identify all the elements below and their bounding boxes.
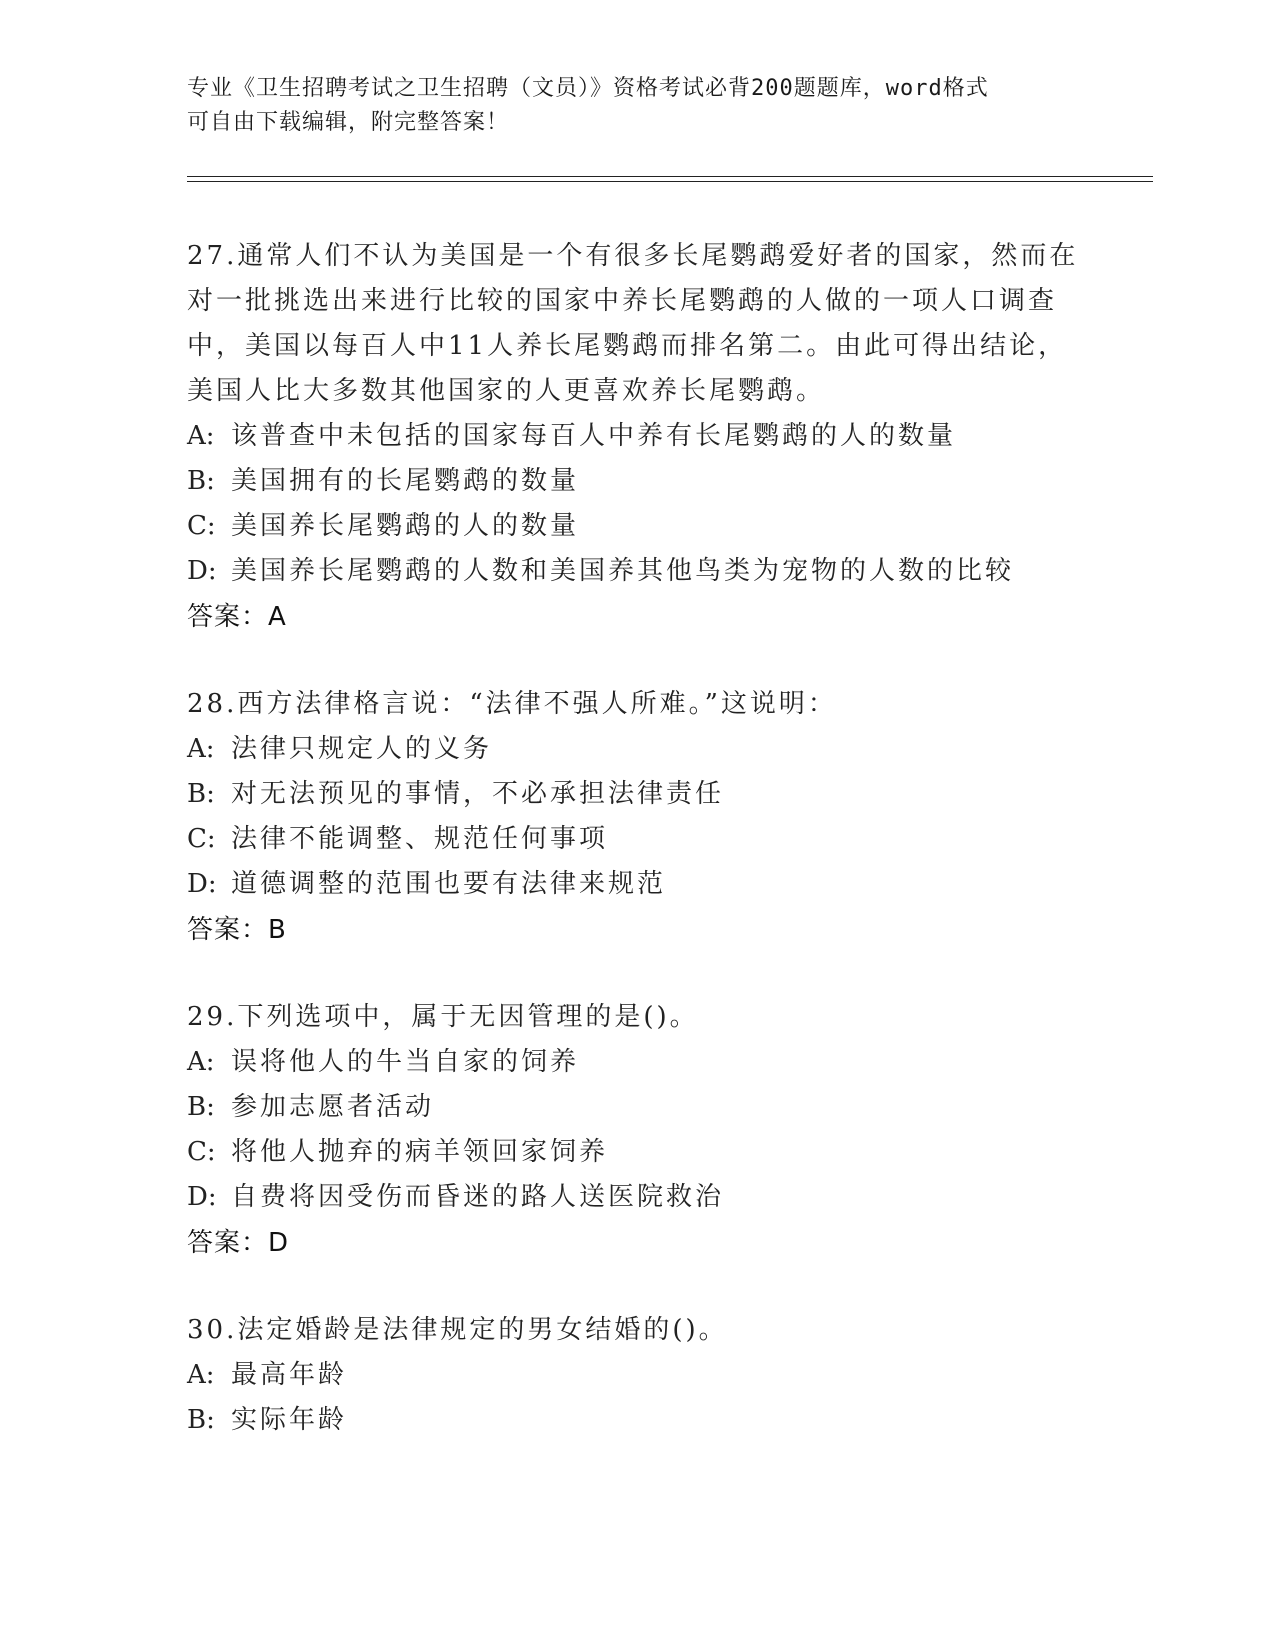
question-stem: 30.法定婚龄是法律规定的男女结婚的()。 [187,1315,728,1345]
header-line-1: 专业《卫生招聘考试之卫生招聘（文员）》资格考试必背200题题库，word格式 [187,76,989,101]
option-key: C: [187,1137,216,1167]
option-text: 对无法预见的事情，不必承担法律责任 [231,779,725,809]
question-28 [187,682,1087,953]
option-d [187,862,1087,907]
option-text: 美国养长尾鹦鹉的人的数量 [231,511,580,541]
option-key: B: [187,466,215,496]
option-b [187,1085,1087,1130]
option-key: D: [187,1182,217,1212]
question-27 [187,234,1087,640]
option-key: A: [187,1360,215,1390]
option-a [187,727,1087,772]
option-text: 自费将因受伤而昏迷的路人送医院救治 [231,1182,725,1212]
option-b [187,459,1087,504]
option-key: B: [187,1405,215,1435]
option-text: 误将他人的牛当自家的饲养 [231,1047,580,1077]
option-key: D: [187,556,217,586]
option-b [187,772,1087,817]
question-stem: 29.下列选项中，属于无因管理的是()。 [187,1002,699,1032]
option-text: 该普查中未包括的国家每百人中养有长尾鹦鹉的人的数量 [231,421,957,451]
answer-line: 答案：D [187,1228,290,1258]
option-c [187,504,1087,549]
option-d [187,549,1087,594]
option-a [187,1040,1087,1085]
option-text: 参加志愿者活动 [231,1092,435,1122]
question-30 [187,1308,1087,1443]
question-stem: 27.通常人们不认为美国是一个有很多长尾鹦鹉爱好者的国家，然而在对一批挑选出来进行比较的国家中养长尾鹦鹉的人做的一项人口调查中，美国以每百人中11人养长尾鹦鹉而排名第二。由此可得出结论，美国人比大多数其他国家的人更喜欢养长尾鹦鹉。 [187,241,1079,406]
question-29 [187,995,1087,1266]
option-d [187,1175,1087,1220]
answer-line: 答案：B [187,915,287,945]
option-key: D: [187,869,217,899]
option-key: A: [187,734,215,764]
option-key: A: [187,1047,215,1077]
option-key: C: [187,511,216,541]
option-key: C: [187,824,216,854]
option-text: 将他人抛弃的病羊领回家饲养 [231,1137,609,1167]
option-text: 法律只规定人的义务 [231,734,493,764]
option-key: A: [187,421,215,451]
option-text: 道德调整的范围也要有法律来规范 [231,869,667,899]
option-text: 最高年龄 [231,1360,348,1390]
option-key: B: [187,779,215,809]
option-b [187,1398,1087,1443]
document-header [187,72,1067,140]
question-list [187,234,1087,1485]
header-rule-bottom [187,181,1153,182]
option-c [187,817,1087,862]
question-stem: 28.西方法律格言说：“法律不强人所难。”这说明： [187,689,837,719]
option-a [187,1353,1087,1398]
option-c [187,1130,1087,1175]
option-text: 法律不能调整、规范任何事项 [231,824,609,854]
answer-line: 答案：A [187,602,287,632]
header-rule-top [187,176,1153,177]
option-key: B: [187,1092,215,1122]
option-text: 美国拥有的长尾鹦鹉的数量 [231,466,580,496]
option-text: 实际年龄 [231,1405,348,1435]
option-text: 美国养长尾鹦鹉的人数和美国养其他鸟类为宠物的人数的比较 [231,556,1015,586]
option-a [187,414,1087,459]
header-line-2: 可自由下载编辑，附完整答案！ [187,110,510,135]
